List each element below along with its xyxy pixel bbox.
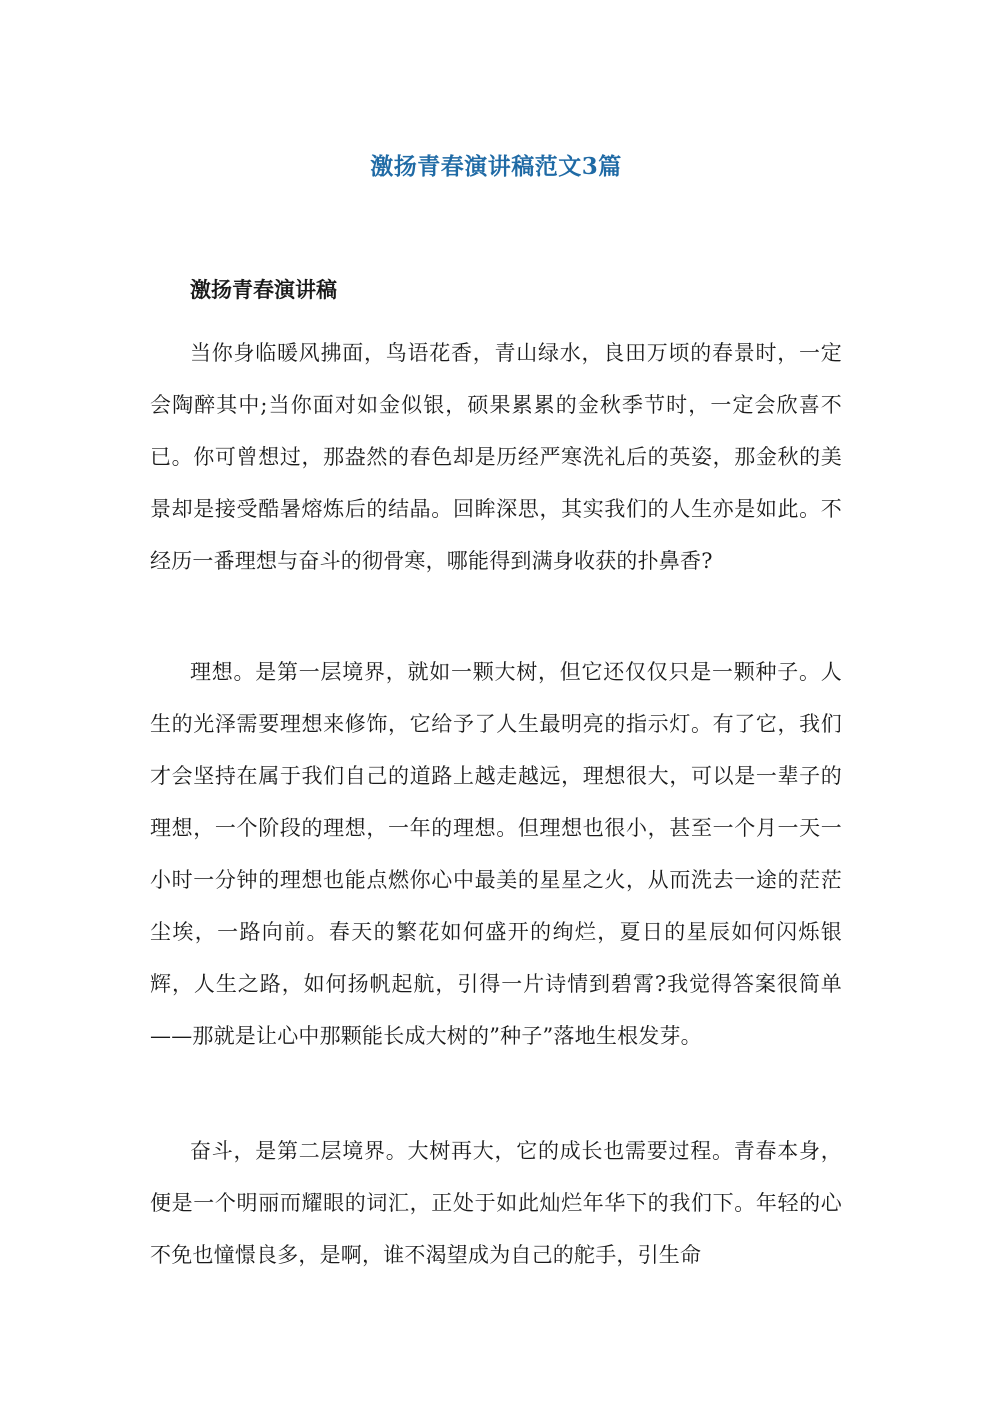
paragraph-3: 奋斗，是第二层境界。大树再大，它的成长也需要过程。青春本身，便是一个明丽而耀眼的词汇，正处于如此灿烂年华下的我们下。年轻的心不免也憧憬良多，是啊，谁不渴望成为自己的舵手，引生命 [150, 1139, 842, 1267]
document-title: 激扬青春演讲稿范文3篇 [370, 153, 622, 180]
section-heading: 激扬青春演讲稿 [190, 277, 337, 302]
paragraph-1: 当你身临暖风拂面，鸟语花香，青山绿水，良田万顷的春景时，一定会陶醉其中;当你面对如金似银，硕果累累的金秋季节时，一定会欣喜不已。你可曾想过，那盎然的春色却是历经严寒洗礼后的英姿，那金秋的美景却是接受酷暑熔炼后的结晶。回眸深思，其实我们的人生亦是如此。不经历一番理想与奋斗的彻骨寒，哪能得到满身收获的扑鼻香? [150, 341, 842, 573]
paragraph-2: 理想。是第一层境界，就如一颗大树，但它还仅仅只是一颗种子。人生的光泽需要理想来修饰，它给予了人生最明亮的指示灯。有了它，我们才会坚持在属于我们自己的道路上越走越远，理想很大，可以是一辈子的理想，一个阶段的理想，一年的理想。但理想也很小，甚至一个月一天一小时一分钟的理想也能点燃你心中最美的星星之火，从而洗去一途的茫茫尘埃，一路向前。春天的繁花如何盛开的绚烂，夏日的星辰如何闪烁银辉，人生之路，如何扬帆起航，引得一片诗情到碧霄?我觉得答案很简单——那就是让心中那颗能长成大树的”种子”落地生根发芽。 [150, 660, 842, 1048]
